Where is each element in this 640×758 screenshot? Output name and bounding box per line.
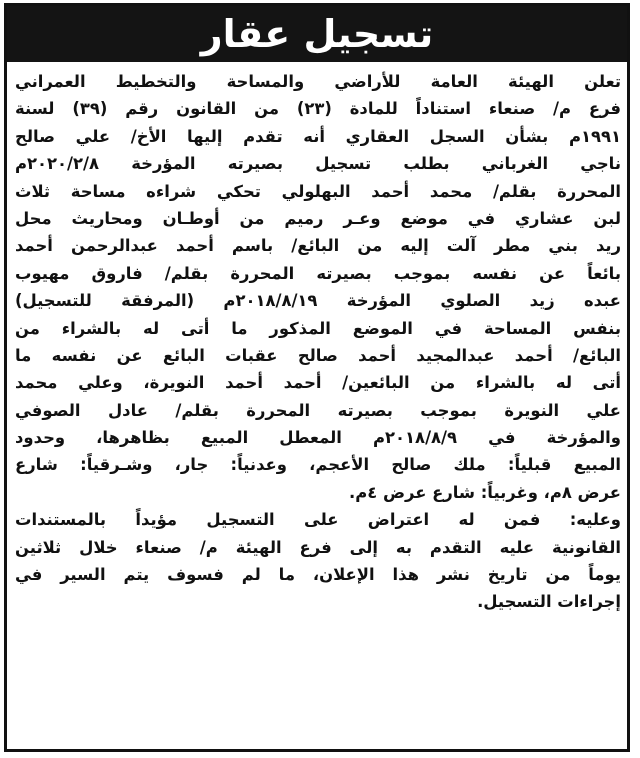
notice-body xyxy=(15,68,621,616)
notice-line: بائعاً عن نفسه بموجب بصيرته المحررة بقلم/ فاروق مهيوب xyxy=(15,263,621,283)
notice-line: فرع م/ صنعاء استناداً للمادة (٢٣) من القانون رقم (٣٩) لسنة xyxy=(15,99,621,119)
notice-line: علي النويرة بموجب بصيرته المحررة بقلم/ عادل الصوفي xyxy=(15,400,621,420)
notice-line: لبن عشاري في موضع وعـر رميم من أوطـان ومحاريث محل xyxy=(15,208,621,228)
notice-line: ١٩٩١م بشأن السجل العقاري أنه تقدم إليها الأخ/ علي صالح xyxy=(15,126,621,146)
notice-line: تعلن الهيئة العامة للأراضي والمساحة والتخطيط العمراني xyxy=(15,72,621,91)
notice-line: عرض ٨م، وغربياً: شارع عرض ٤م. xyxy=(349,482,621,502)
notice-ad xyxy=(4,3,630,752)
notice-line: أتى له بالشراء من البائعين/ أحمد أحمد النويرة، وعلي محمد xyxy=(15,373,621,393)
notice-line: البائع/ أحمد عبدالمجيد أحمد صالح عقبات البائع عن نفسه ما xyxy=(15,345,621,365)
notice-line: يوماً من تاريخ نشر هذا الإعلان، ما لم فسوف يتم السير في xyxy=(15,565,621,585)
notice-title: تسجيل عقار xyxy=(200,12,434,56)
notice-line: المحررة بقلم/ محمد أحمد البهلولي تحكي شراءه مساحة ثلاث xyxy=(15,181,621,201)
notice-line: إجراءات التسجيل. xyxy=(477,592,621,612)
notice-line: وعليه: فمن له اعتراض على التسجيل مؤيداً بالمستندات xyxy=(15,510,621,530)
notice-line: عبده زيد الصلوي المؤرخة ٢٠١٨/٨/١٩م (المرفقة للتسجيل) xyxy=(15,291,621,311)
notice-line: والمؤرخة في ٢٠١٨/٨/٩م المعطل المبيع بظاهرها، وحدود xyxy=(15,428,621,448)
notice-line: ناجي الغرباني بطلب تسجيل بصيرته المؤرخة ٢٠٢٠/٢/٨م xyxy=(15,154,621,174)
notice-line: المبيع قبلياً: ملك صالح الأعجم، وعدنياً: جار، وشـرقياً: شارع xyxy=(15,455,621,475)
notice-line: ريد بني مطر آلت إليه من البائع/ باسم أحمد عبدالرحمن أحمد xyxy=(15,236,621,256)
notice-header xyxy=(7,6,627,62)
notice-line: بنفس المساحة في الموضع المذكور ما أتى له بالشراء من xyxy=(15,318,621,338)
notice-line: القانونية عليه التقدم به إلى فرع الهيئة م/ صنعاء خلال ثلاثين xyxy=(15,537,621,557)
